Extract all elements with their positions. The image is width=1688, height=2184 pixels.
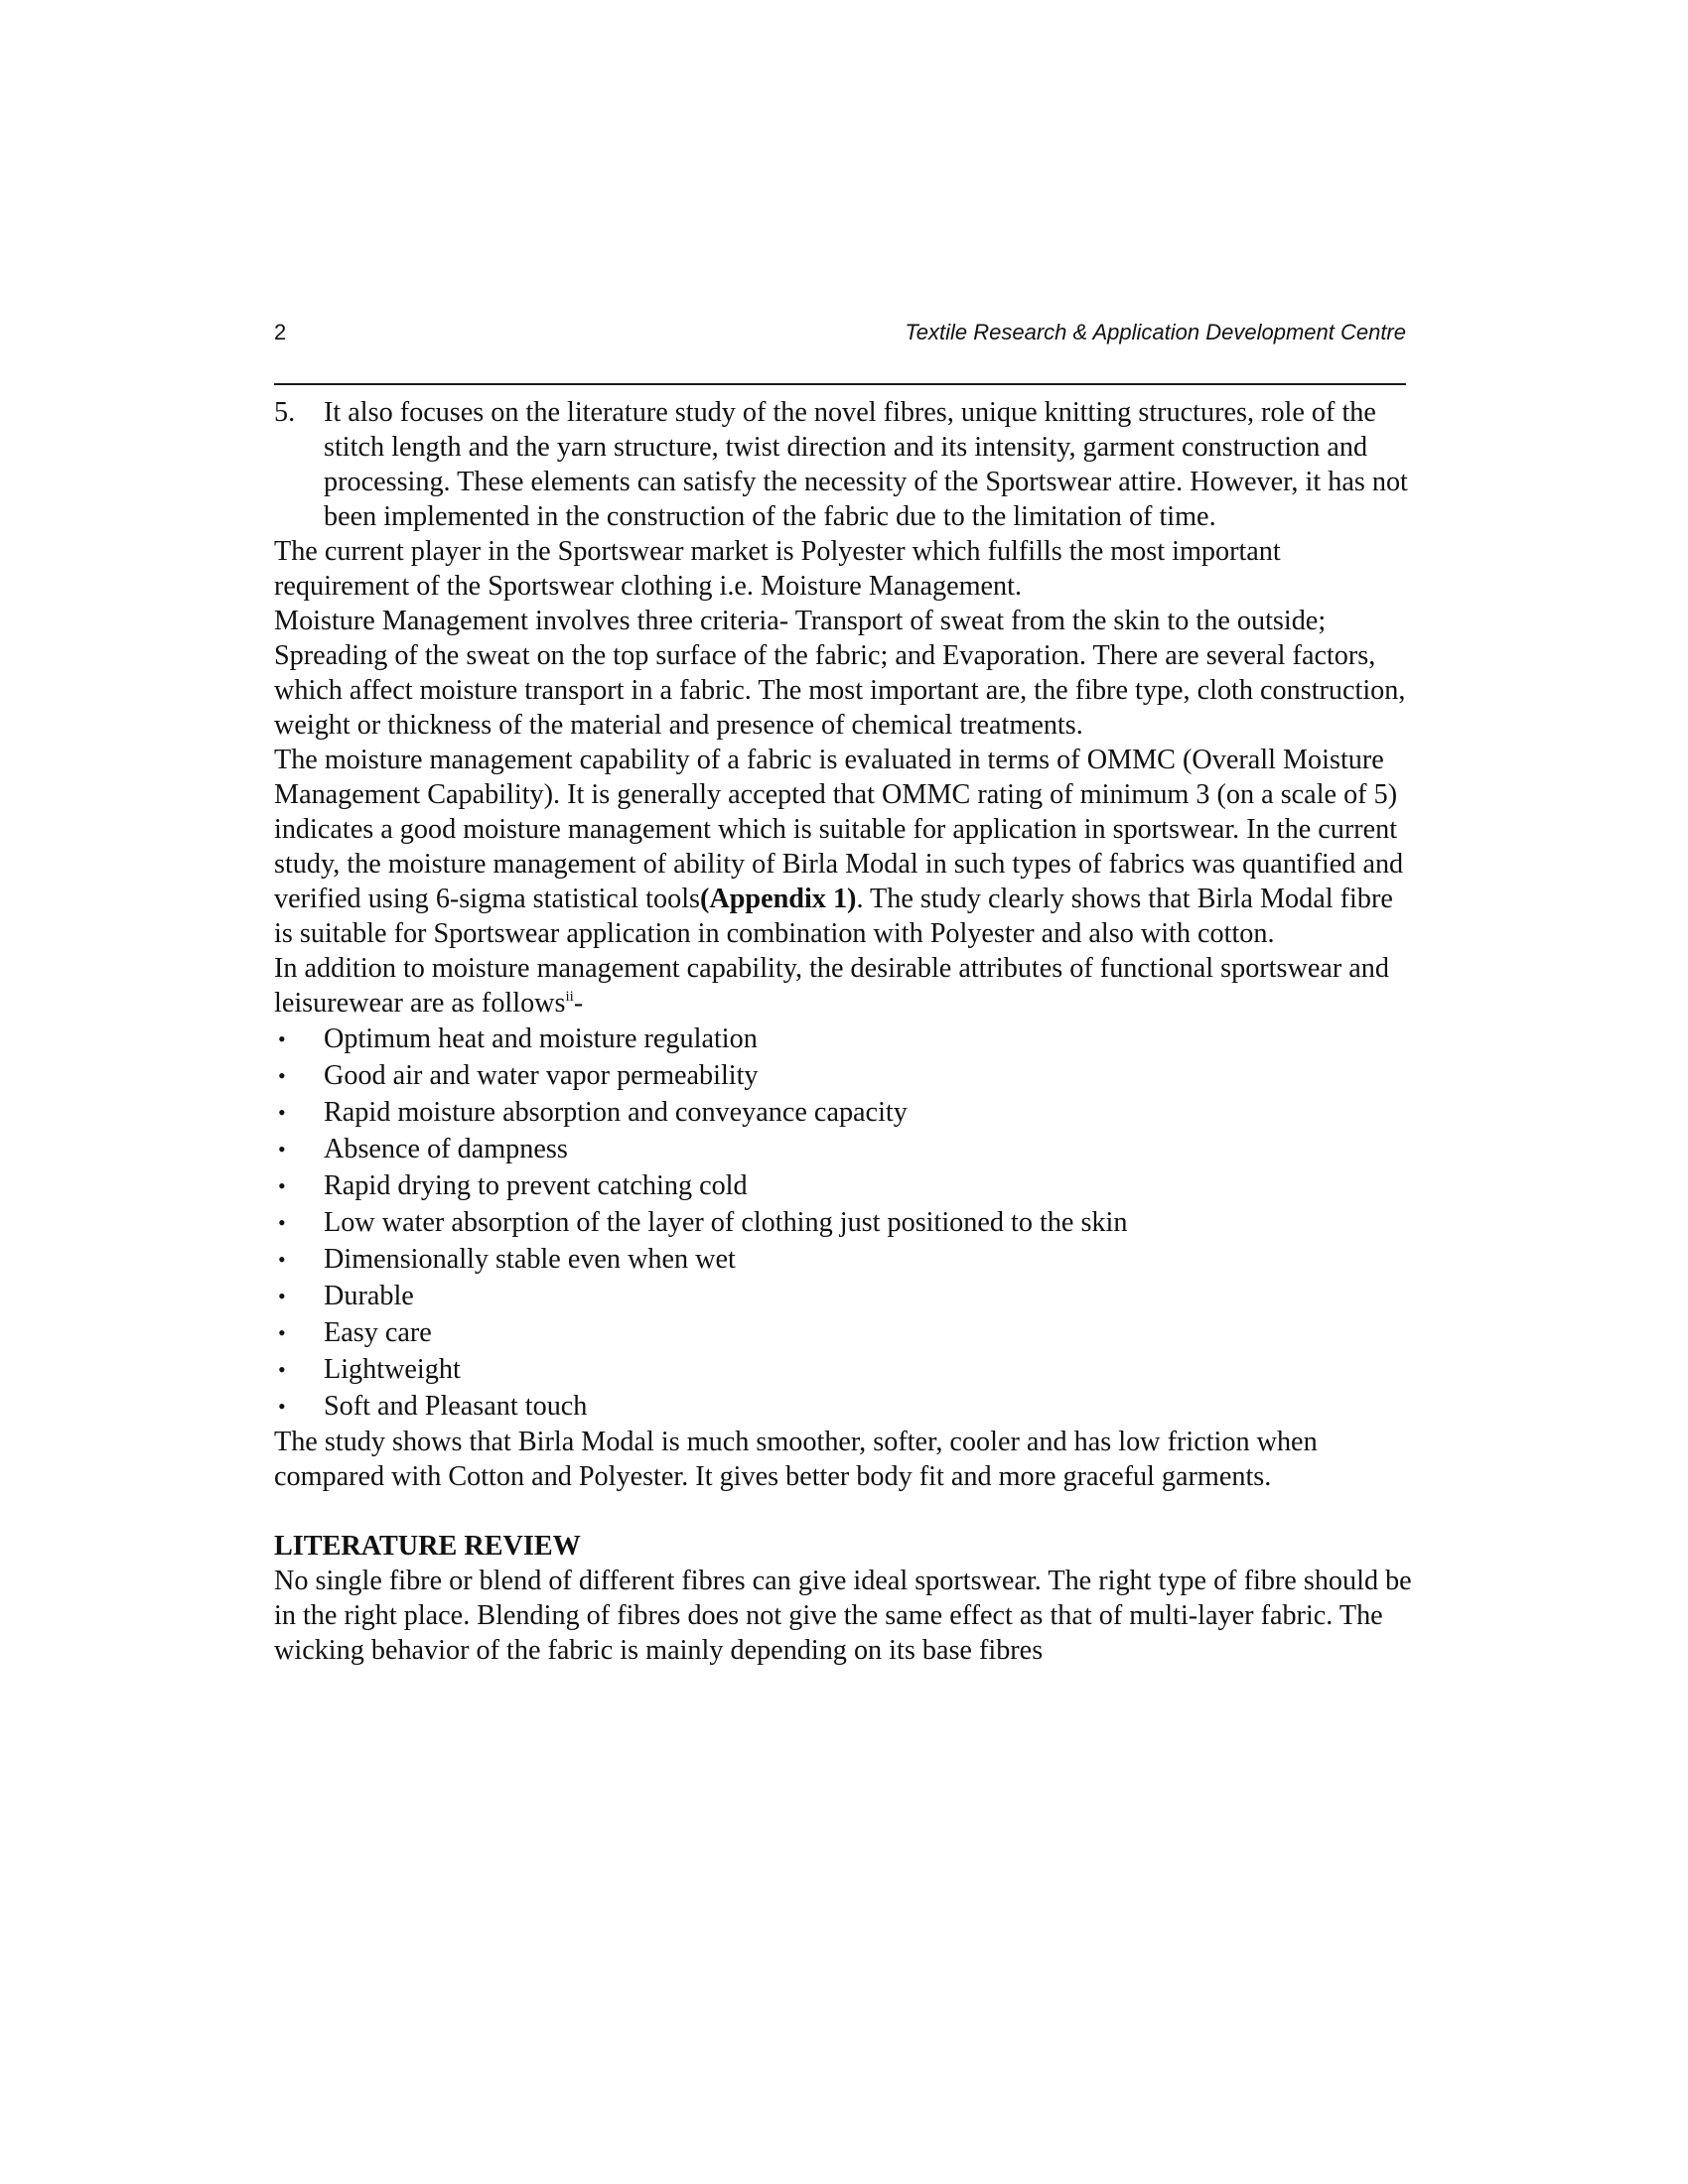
paragraph-current-player: The current player in the Sportswear market is Polyester which fulfills the most important requirement of the Sportswear clothing i.e. Moisture Management.: [274, 536, 1281, 602]
ommc-text-end: . The study clearly shows that Birla Modal fibre is suitable for Sportswear application in combination with Polyester and also with cotton.: [274, 884, 1393, 949]
bullet-icon: •: [278, 1247, 286, 1272]
bullet-icon: •: [278, 1210, 286, 1235]
list-item: [274, 1314, 1416, 1351]
item-text: It also focuses on the literature study of the novel fibres, unique knitting structures, role of the stitch length and the yarn structure, twist direction and its intensity, garment construction and processing. These elements can satisfy the necessity of the Sportswear attire. However, it has not been implemented in the construction of the fabric due to the limitation of time.: [324, 397, 1408, 532]
page-number: 2: [274, 320, 287, 344]
bullet-icon: •: [278, 1394, 286, 1419]
paragraph-ommc: [274, 743, 1416, 951]
bullet-icon: •: [278, 1173, 286, 1198]
list-item-text: Easy care: [324, 1317, 432, 1348]
section-heading: LITERATURE REVIEW: [274, 1531, 581, 1562]
list-item-text: Good air and water vapor permeability: [324, 1060, 759, 1091]
list-item: [274, 1131, 1416, 1167]
bullet-icon: •: [278, 1063, 286, 1088]
attributes-intro-dash: -: [573, 988, 584, 1019]
list-item: [274, 1278, 1416, 1314]
bullet-icon: •: [278, 1284, 286, 1308]
attributes-list: [274, 1021, 1416, 1425]
footnote-marker: ii: [565, 989, 574, 1005]
bullet-icon: •: [278, 1320, 286, 1345]
paragraph-study-shows: The study shows that Birla Modal is much smoother, softer, cooler and has low friction when compared with Cotton and Polyester. It gives better body fit and more graceful garments.: [274, 1427, 1318, 1492]
list-item-text: Soft and Pleasant touch: [324, 1391, 588, 1422]
paragraph-attributes-intro: [274, 951, 1416, 1021]
list-item-text: Rapid drying to prevent catching cold: [324, 1170, 748, 1201]
paragraph-moisture-management: Moisture Management involves three criteria- Transport of sweat from the skin to the outside; Spreading of the sweat on the top surface of the fabric; and Evaporation. There are several factors, which affect moisture transport in a fabric. The most important are, the fibre type, cloth construction, weight or thickness of the material and presence of chemical treatments.: [274, 606, 1406, 741]
paragraph-literature-review: No single fibre or blend of different fibres can give ideal sportswear. The right type of fibre should be in the right place. Blending of fibres does not give the same effect as that of multi-layer fabric. The wicking behavior of the fabric is mainly depending on its base fibres: [274, 1566, 1412, 1666]
list-item-text: Rapid moisture absorption and conveyance capacity: [324, 1097, 908, 1128]
appendix-reference: (Appendix 1): [700, 884, 857, 914]
list-item-text: Lightweight: [324, 1354, 461, 1385]
list-item-text: Dimensionally stable even when wet: [324, 1244, 736, 1275]
bullet-icon: •: [278, 1100, 286, 1125]
item-number: 5.: [274, 397, 296, 428]
list-item: [274, 1388, 1416, 1425]
attributes-intro-text: In addition to moisture management capability, the desirable attributes of functional sportswear and leisurewear are as follows: [274, 953, 1389, 1019]
body-text: [274, 395, 1416, 1668]
ommc-text: The moisture management capability of a fabric is evaluated in terms of OMMC (Overall Moisture Management Capability). It is generally accepted that OMMC rating of minimum 3 (on a scale of 5) indicates a good moisture management which is suitable for application in sportswear. In the current study, the moisture management of ability of Birla Modal in such types of fabrics was quantified and verified using 6-sigma statistical tools: [274, 745, 1404, 914]
bullet-icon: •: [278, 1026, 286, 1051]
page-header: [274, 320, 1406, 359]
list-item: [274, 1167, 1416, 1204]
bullet-icon: •: [278, 1137, 286, 1161]
list-item: [274, 1021, 1416, 1057]
list-item-text: Low water absorption of the layer of clothing just positioned to the skin: [324, 1207, 1128, 1238]
header-rule: [274, 383, 1406, 385]
bullet-icon: •: [278, 1357, 286, 1382]
list-item-text: Durable: [324, 1281, 414, 1311]
list-item: [274, 1204, 1416, 1241]
list-item-text: Absence of dampness: [324, 1134, 568, 1164]
numbered-item-5: [274, 395, 1416, 534]
list-item: [274, 1057, 1416, 1094]
list-item: [274, 1241, 1416, 1278]
list-item: [274, 1351, 1416, 1388]
list-item: [274, 1094, 1416, 1131]
running-title: Textile Research & Application Development Centre: [905, 320, 1406, 344]
list-item-text: Optimum heat and moisture regulation: [324, 1024, 758, 1054]
